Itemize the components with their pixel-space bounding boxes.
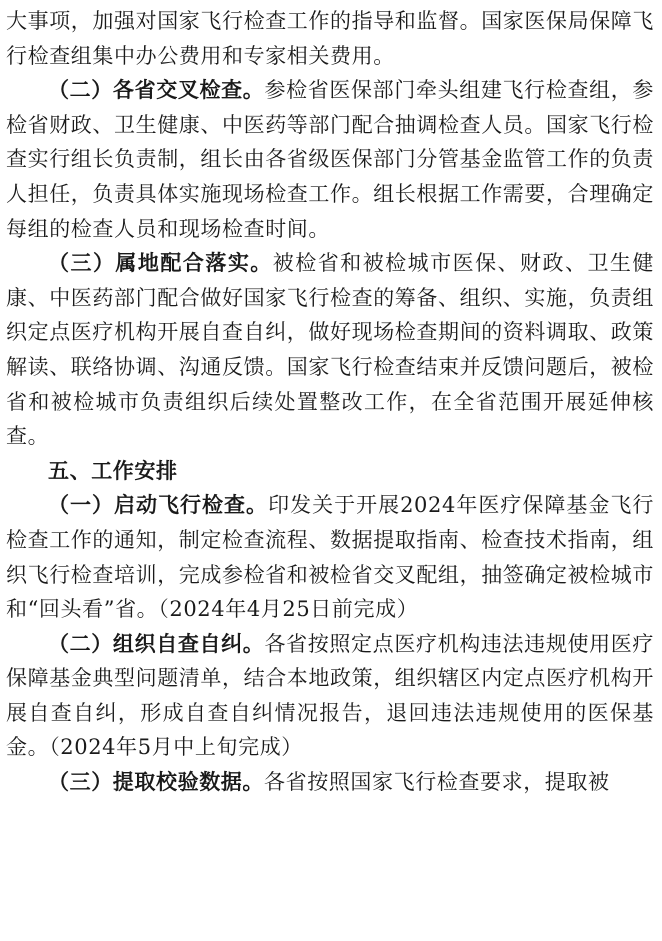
paragraph-text: 印发关于开展2024年医疗保障基金飞行检查工作的通知，制定检查流程、数据提取指南、检查技术指南，组织飞行检查培训，完成参检省和被检省交叉配组，抽签确定被检城市和“回头看”省。（2024年4月25日前完成） xyxy=(6,493,654,622)
paragraph-lead: （三）属地配合落实。 xyxy=(48,251,273,276)
paragraph-lead: （二）组织自查自纠。 xyxy=(48,631,265,656)
paragraph-launch-inspection xyxy=(6,488,654,626)
paragraph-lead: （二）各省交叉检查。 xyxy=(48,78,265,103)
paragraph-text: 大事项，加强对国家飞行检查工作的指导和监督。国家医保局保障飞行检查组集中办公费用和专家相关费用。 xyxy=(6,9,654,68)
paragraph-text: 参检省医保部门牵头组建飞行检查组，参检省财政、卫生健康、中医药等部门配合抽调检查人员。国家飞行检查实行组长负责制，组长由各省级医保部门分管基金监管工作的负责人担任，负责具体实施现场检查工作。组长根据工作需要，合理确定每组的检查人员和现场检查时间。 xyxy=(6,78,654,241)
paragraph-lead: （三）提取校验数据。 xyxy=(48,770,264,795)
paragraph-extract-data xyxy=(6,765,654,800)
paragraph-self-inspection xyxy=(6,627,654,765)
paragraph-lead: （一）启动飞行检查。 xyxy=(48,493,269,518)
paragraph-continuation xyxy=(6,4,654,73)
paragraph-text: 各省按照定点医疗机构违法违规使用医疗保障基金典型问题清单，结合本地政策，组织辖区内定点医疗机构开展自查自纠，形成自查自纠情况报告，退回违法违规使用的医保基金。（2024年5月中上旬完成） xyxy=(6,631,654,760)
paragraph-text: 各省按照国家飞行检查要求，提取被 xyxy=(264,770,610,795)
paragraph-text: 被检省和被检城市医保、财政、卫生健康、中医药部门配合做好国家飞行检查的筹备、组织、实施，负责组织定点医疗机构开展自查自纠，做好现场检查期间的资料调取、政策解读、联络协调、沟通反馈。国家飞行检查结束并反馈问题后，被检省和被检城市负责组织后续处置整改工作，在全省范围开展延伸核查。 xyxy=(6,251,655,449)
section-heading: 五、工作安排 xyxy=(48,458,178,483)
paragraph-local-cooperation xyxy=(6,246,654,454)
paragraph-cross-inspection xyxy=(6,73,654,246)
